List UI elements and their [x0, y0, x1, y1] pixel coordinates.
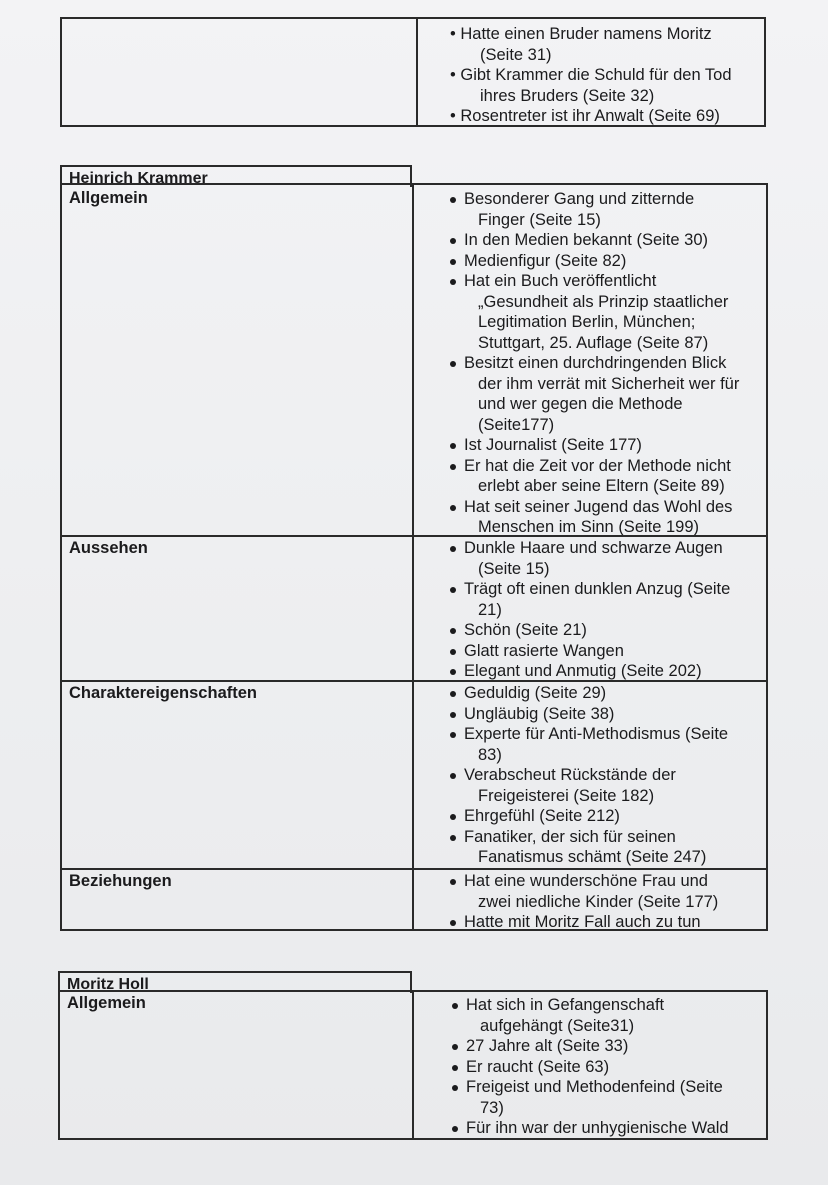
item-line: Hat seit seiner Jugend das Wohl des — [464, 497, 733, 516]
list-item — [448, 497, 766, 538]
list-item — [448, 435, 766, 456]
list-item — [448, 353, 766, 435]
item-line: Freigeist und Methodenfeind (Seite — [466, 1078, 723, 1096]
column-divider — [416, 19, 418, 125]
item-line: zwei niedliche Kinder (Seite 177) — [478, 892, 719, 911]
item-line: Hat ein Buch veröffentlicht — [464, 272, 657, 290]
list-item — [448, 661, 766, 682]
list-item — [448, 704, 766, 725]
list-item — [448, 579, 766, 620]
krammer-row-allgemein — [62, 185, 766, 535]
item-line: Freigeisterei (Seite 182) — [478, 786, 655, 805]
item-line: Schön (Seite 21) — [464, 621, 587, 639]
list-item — [448, 620, 766, 641]
item-line: In den Medien bekannt (Seite 30) — [464, 231, 708, 249]
item-line: Geduldig (Seite 29) — [464, 684, 607, 702]
item-line: Ehrgefühl (Seite 212) — [464, 807, 620, 825]
item-line: Glatt rasierte Wangen — [464, 641, 624, 660]
krammer-table — [60, 183, 768, 931]
item-line: erlebt aber seine Eltern (Seite 89) — [478, 477, 725, 495]
item-line: ihres Bruders (Seite 32) — [480, 86, 655, 105]
top-table-items — [450, 24, 764, 127]
item-line: Ist Journalist (Seite 177) — [464, 436, 642, 454]
item-line: Experte für Anti-Methodismus (Seite — [464, 725, 729, 743]
item-line: Besitzt einen durchdringenden Blick — [464, 354, 727, 372]
item-line: (Seite177) — [478, 415, 555, 434]
list-item — [450, 1118, 764, 1139]
list-item — [448, 230, 766, 251]
item-line: Menschen im Sinn (Seite 199) — [478, 518, 700, 536]
item-line: Dunkle Haare und schwarze Augen — [464, 539, 723, 557]
row-items — [448, 683, 766, 868]
item-line: Legitimation Berlin, München; — [478, 313, 696, 331]
list-item — [448, 189, 766, 230]
list-item — [448, 806, 766, 827]
item-line: aufgehängt (Seite31) — [480, 1016, 635, 1035]
list-item — [448, 641, 766, 662]
item-line: (Seite 31) — [480, 45, 552, 64]
item-line: 21) — [478, 600, 502, 619]
item-line: Finger (Seite 15) — [478, 210, 601, 229]
row-label: Allgemein — [69, 189, 148, 207]
item-line: (Seite 15) — [478, 559, 550, 578]
item-line: Trägt oft einen dunklen Anzug (Seite — [464, 580, 731, 598]
item-line: Hat eine wunderschöne Frau und — [464, 872, 708, 890]
list-item — [450, 24, 764, 65]
item-line: Verabscheut Rückstände der — [464, 766, 676, 784]
item-line: Fanatismus schämt (Seite 247) — [478, 848, 707, 866]
list-item — [448, 912, 766, 933]
item-line: 83) — [478, 745, 502, 764]
item-line: Elegant und Anmutig (Seite 202) — [464, 662, 702, 680]
item-line: 27 Jahre alt (Seite 33) — [466, 1037, 629, 1055]
item-line: • Hatte einen Bruder namens Moritz — [450, 25, 712, 43]
list-item — [450, 1057, 764, 1078]
list-item — [448, 765, 766, 806]
moritz-row-allgemein — [60, 992, 766, 1138]
item-line: • Gibt Krammer die Schuld für den Tod — [450, 66, 732, 84]
row-items — [448, 871, 766, 933]
item-line: Stuttgart, 25. Auflage (Seite 87) — [478, 333, 709, 352]
moritz-table — [58, 990, 768, 1140]
list-item — [450, 65, 764, 106]
item-line: Medienfigur (Seite 82) — [464, 251, 627, 270]
krammer-row-beziehungen — [62, 868, 766, 931]
list-item — [448, 456, 766, 497]
row-items — [448, 538, 766, 682]
list-item — [448, 251, 766, 272]
item-line: „Gesundheit als Prinzip staatlicher — [478, 292, 729, 311]
row-items — [448, 189, 766, 538]
item-line: Er raucht (Seite 63) — [466, 1057, 610, 1076]
list-item — [448, 683, 766, 704]
item-line: Hatte mit Moritz Fall auch zu tun — [464, 913, 701, 931]
row-label: Charaktereigenschaften — [69, 684, 257, 702]
item-line: und wer gegen die Methode — [478, 395, 683, 413]
list-item — [450, 1036, 764, 1057]
character-name: Moritz Holl — [67, 976, 149, 993]
row-label: Aussehen — [69, 539, 148, 557]
list-item — [448, 271, 766, 353]
item-line: Besonderer Gang und zitternde — [464, 190, 695, 208]
list-item — [448, 538, 766, 579]
list-item — [448, 827, 766, 868]
row-label: Beziehungen — [69, 872, 172, 890]
krammer-row-aussehen — [62, 535, 766, 682]
row-items — [450, 995, 764, 1139]
item-line: Für ihn war der unhygienische Wald — [466, 1119, 729, 1137]
item-line: Ungläubig (Seite 38) — [464, 704, 615, 723]
krammer-row-charakter — [62, 680, 766, 870]
item-line: Er hat die Zeit vor der Methode nicht — [464, 456, 731, 475]
list-item — [450, 995, 764, 1036]
item-line: der ihm verrät mit Sicherheit wer für — [478, 374, 740, 393]
list-item — [450, 1077, 764, 1118]
item-line: Hat sich in Gefangenschaft — [466, 996, 665, 1014]
item-line: • Rosentreter ist ihr Anwalt (Seite 69) — [450, 107, 720, 125]
list-item — [448, 871, 766, 912]
item-line: Fanatiker, der sich für seinen — [464, 827, 676, 846]
row-label: Allgemein — [67, 994, 146, 1012]
list-item — [450, 106, 764, 127]
item-line: 73) — [480, 1098, 504, 1117]
character-name: Heinrich Krammer — [69, 170, 208, 187]
list-item — [448, 724, 766, 765]
top-table — [60, 17, 766, 127]
